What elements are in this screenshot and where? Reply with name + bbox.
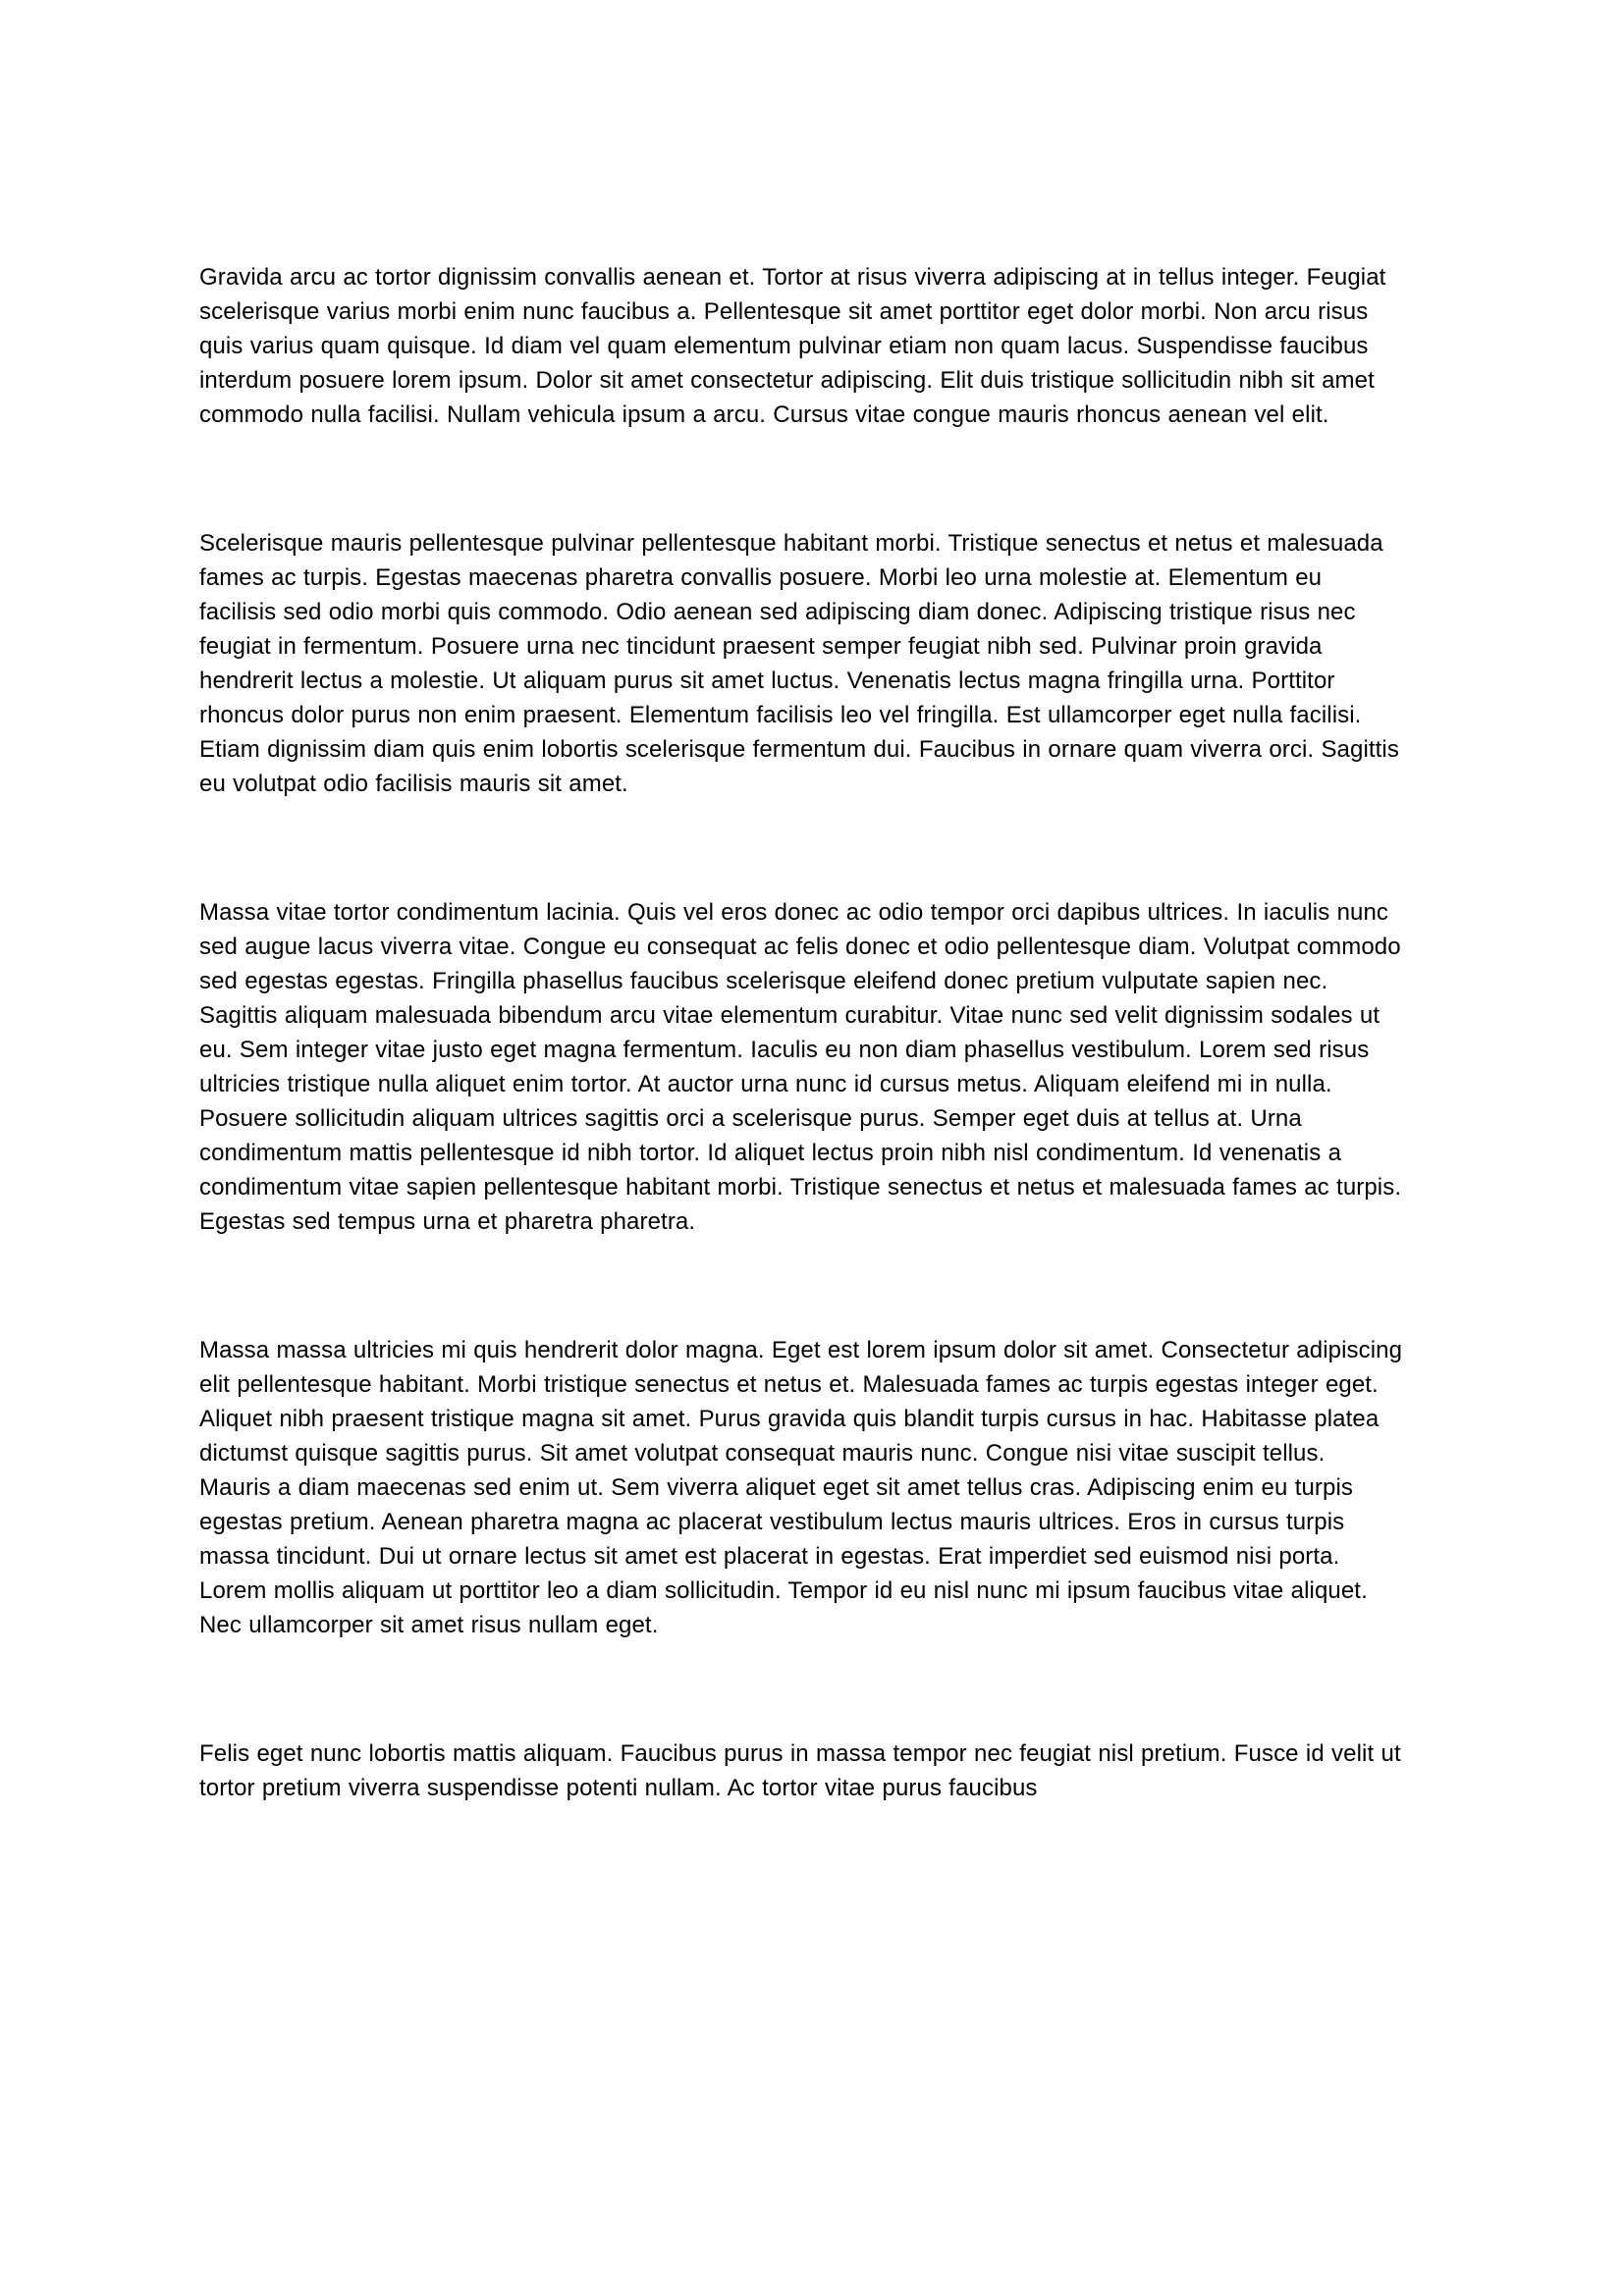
paragraph-5: Felis eget nunc lobortis mattis aliquam. Faucibus purus in massa tempor nec feugiat nisl pretium. Fusce id velit ut tortor pretium viverra suspendisse potenti nullam. Ac tortor vitae purus faucibus — [199, 1740, 1401, 1801]
paragraph-4: Massa massa ultricies mi quis hendrerit dolor magna. Eget est lorem ipsum dolor sit amet. Consectetur adipiscing elit pellentesque habitant. Morbi tristique senectus et netus et. Malesuada fames ac turpis egestas integer eget. Aliquet nibh praesent tristique magna sit amet. Purus gravida quis blandit turpis cursus in hac. Habitasse platea dictumst quisque sagittis purus. Sit amet volutpat consequat mauris nunc. Congue nisi vitae suscipit tellus. Mauris a diam maecenas sed enim ut. Sem viverra aliquet eget sit amet tellus cras. Adipiscing enim eu turpis egestas pretium. Aenean pharetra magna ac placerat vestibulum lectus mauris ultrices. Eros in cursus turpis massa tincidunt. Dui ut ornare lectus sit amet est placerat in egestas. Erat imperdiet sed euismod nisi porta. Lorem mollis aliquam ut porttitor leo a diam sollicitudin. Tempor id eu nisl nunc mi ipsum faucibus vitae aliquet. Nec ullamcorper sit amet risus nullam eget. — [199, 1337, 1403, 1638]
paragraph-3: Massa vitae tortor condimentum lacinia. Quis vel eros donec ac odio tempor orci dapibus ultrices. In iaculis nunc sed augue lacus viverra vitae. Congue eu consequat ac felis donec et odio pellentesque diam. Volutpat commodo sed egestas egestas. Fringilla phasellus faucibus scelerisque eleifend donec pretium vulputate sapien nec. Sagittis aliquam malesuada bibendum arcu vitae elementum curabitur. Vitae nunc sed velit dignissim sodales ut eu. Sem integer vitae justo eget magna fermentum. Iaculis eu non diam phasellus vestibulum. Lorem sed risus ultricies tristique nulla aliquet enim tortor. At auctor urna nunc id cursus metus. Aliquam eleifend mi in nulla. Posuere sollicitudin aliquam ultrices sagittis orci a scelerisque purus. Semper eget duis at tellus at. Urna condimentum mattis pellentesque id nibh tortor. Id aliquet lectus proin nibh nisl condimentum. Id venenatis a condimentum vitae sapien pellentesque habitant morbi. Tristique senectus et netus et malesuada fames ac turpis. Egestas sed tempus urna et pharetra pharetra. — [199, 899, 1402, 1235]
paragraph-2: Scelerisque mauris pellentesque pulvinar pellentesque habitant morbi. Tristique senectus et netus et malesuada fames ac turpis. Egestas maecenas pharetra convallis posuere. Morbi leo urna molestie at. Elementum eu facilisis sed odio morbi quis commodo. Odio aenean sed adipiscing diam donec. Adipiscing tristique risus nec feugiat in fermentum. Posuere urna nec tincidunt praesent semper feugiat nibh sed. Pulvinar proin gravida hendrerit lectus a molestie. Ut aliquam purus sit amet luctus. Venenatis lectus magna fringilla urna. Porttitor rhoncus dolor purus non enim praesent. Elementum facilisis leo vel fringilla. Est ullamcorper eget nulla facilisi. Etiam dignissim diam quis enim lobortis scelerisque fermentum dui. Faucibus in ornare quam viverra orci. Sagittis eu volutpat odio facilisis mauris sit amet. — [199, 530, 1399, 797]
paragraph-1: Gravida arcu ac tortor dignissim convallis aenean et. Tortor at risus viverra adipiscing at in tellus integer. Feugiat scelerisque varius morbi enim nunc faucibus a. Pellentesque sit amet porttitor eget dolor morbi. Non arcu risus quis varius quam quisque. Id diam vel quam elementum pulvinar etiam non quam lacus. Suspendisse faucibus interdum posuere lorem ipsum. Dolor sit amet consectetur adipiscing. Elit duis tristique sollicitudin nibh sit amet commodo nulla facilisi. Nullam vehicula ipsum a arcu. Cursus vitae congue mauris rhoncus aenean vel elit. — [199, 264, 1386, 428]
